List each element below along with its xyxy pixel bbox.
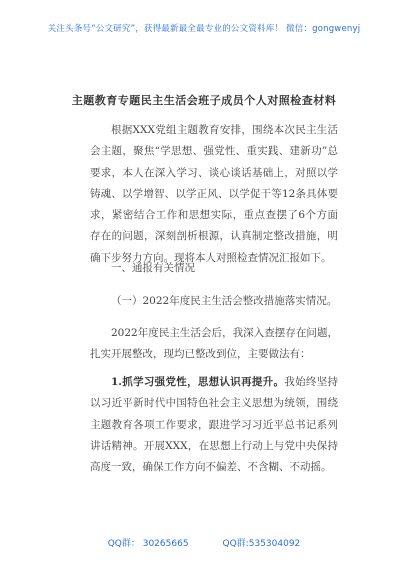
document-title: 主题教育专题民主生活会班子成员个人对照检查材料 (71, 94, 337, 107)
footer-qq-group-2: QQ群:535304092 (222, 539, 301, 549)
point-1-body: 我始终坚持以习近平新时代中国特色社会主义思想为统领，围绕主题教育各项工作要求，跟进学习习近平总书记系列讲话精神。开展XXX，在思想上行动上与党中央保持高度一致，确保工作方向不偏差、不含糊、不动摇。 (90, 376, 339, 474)
point-1-lead: 1.抓学习强党性，思想认识再提升。 (111, 376, 285, 388)
point-1-paragraph (90, 372, 338, 478)
intro-paragraph: 根据XXX党组主题教育安排，围绕本次民主生活会主题，聚焦“学思想、强党性、重实践、建新功”总要求，本人在深入学习、谈心谈话基础上，对照以学铸魂、以学增智、以学正风、以学促干等12条具体要求，紧密结合工作和思想实际，重点查摆了6个方面存在的问题，深刻剖析根源，认真制定整改措施，明确下步努力方向。现将本人对照检查情况汇报如下。 (90, 124, 338, 264)
header-promo-note: 关注头条号“公文研究”，获得最新最全最专业的公文资料库！ 微信：gongwenyj (47, 24, 361, 34)
subsection-heading-1: （一）2022年度民主生活会整改措施落实情况。 (111, 295, 338, 307)
section-heading-1: 一、通报有关情况 (111, 262, 195, 274)
footer-contact (0, 536, 408, 549)
body-paragraph-2: 2022年度民主生活会后，我深入查摆存在问题，扎实开展整改，现均已整改到位，主要做法有： (90, 327, 338, 361)
footer-qq-group-1: QQ群： 30265665 (107, 539, 189, 549)
